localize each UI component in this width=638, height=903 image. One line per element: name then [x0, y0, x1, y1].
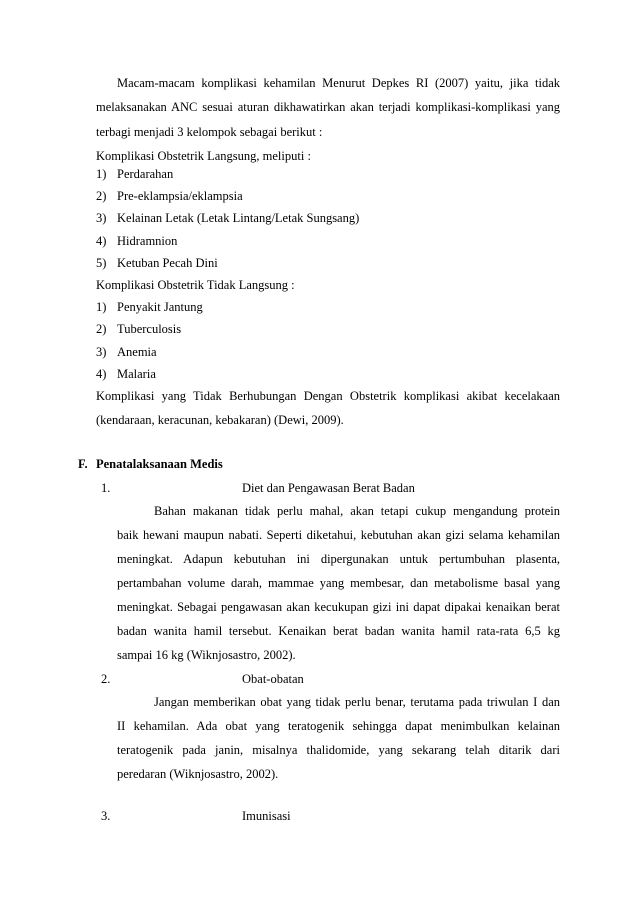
section-label: F. [78, 457, 88, 471]
list-text: Hidramnion [117, 234, 178, 248]
list-text: Tuberculosis [117, 322, 182, 336]
direct-heading: Komplikasi Obstetrik Langsung, meliputi : [96, 149, 311, 163]
paragraph-line: meningkat. Adapun kebutuhan ini dipergunakan untuk pertumbuhan plasenta, [117, 552, 560, 566]
indirect-heading: Komplikasi Obstetrik Tidak Langsung : [96, 278, 295, 292]
subsection-title: Obat-obatan [242, 672, 304, 686]
list-number: 3) [96, 345, 107, 359]
list-text: Kelainan Letak (Letak Lintang/Letak Sungsang) [117, 211, 360, 225]
list-text: Pre-eklampsia/eklampsia [117, 189, 243, 203]
list-number: 2) [96, 322, 107, 336]
unrelated-line: Komplikasi yang Tidak Berhubungan Dengan Obstetrik komplikasi akibat kecelakaan [96, 389, 560, 403]
paragraph-line: Bahan makanan tidak perlu mahal, akan tetapi cukup mengandung protein [154, 504, 560, 518]
subsection-number: 3. [101, 809, 111, 823]
list-text: Ketuban Pecah Dini [117, 256, 218, 270]
list-number: 3) [96, 211, 107, 225]
paragraph-line: badan wanita hamil tersebut. Kenaikan berat badan wanita hamil rata-rata 6,5 kg [117, 624, 560, 638]
paragraph-line: Jangan memberikan obat yang tidak perlu benar, terutama pada triwulan I dan [154, 695, 560, 709]
list-text: Perdarahan [117, 167, 174, 181]
list-text: Anemia [117, 345, 157, 359]
paragraph-line: teratogenik pada janin, misalnya thalidomide, yang sekarang telah ditarik dari [117, 743, 560, 757]
intro-line: melaksanakan ANC sesuai aturan dikhawatirkan akan terjadi komplikasi-komplikasi yang [96, 100, 560, 114]
section-title: Penatalaksanaan Medis [96, 457, 223, 471]
list-number: 4) [96, 234, 107, 248]
subsection-title: Imunisasi [242, 809, 291, 823]
paragraph-line: pertambahan volume darah, mammae yang membesar, dan metabolisme basal yang [117, 576, 560, 590]
subsection-number: 1. [101, 481, 111, 495]
paragraph-line: baik hewani maupun nabati. Seperti diketahui, kebutuhan akan gizi selama kehamilan [117, 528, 560, 542]
paragraph-line: peredaran (Wiknjosastro, 2002). [117, 767, 279, 781]
intro-line: Macam-macam komplikasi kehamilan Menurut Depkes RI (2007) yaitu, jika tidak [117, 76, 560, 90]
list-text: Malaria [117, 367, 156, 381]
subsection-title: Diet dan Pengawasan Berat Badan [242, 481, 415, 495]
list-number: 1) [96, 300, 107, 314]
paragraph-line: II kehamilan. Ada obat yang teratogenik sehingga dapat menimbulkan kelainan [117, 719, 560, 733]
intro-line: terbagi menjadi 3 kelompok sebagai berikut : [96, 125, 323, 139]
list-number: 4) [96, 367, 107, 381]
list-number: 1) [96, 167, 107, 181]
unrelated-line: (kendaraan, keracunan, kebakaran) (Dewi, 2009). [96, 413, 344, 427]
paragraph-line: meningkat. Sebagai pengawasan akan kecukupan gizi ini dapat dipakai kenaikan berat [117, 600, 560, 614]
paragraph-line: sampai 16 kg (Wiknjosastro, 2002). [117, 648, 296, 662]
list-text: Penyakit Jantung [117, 300, 203, 314]
list-number: 5) [96, 256, 107, 270]
subsection-number: 2. [101, 672, 111, 686]
list-number: 2) [96, 189, 107, 203]
